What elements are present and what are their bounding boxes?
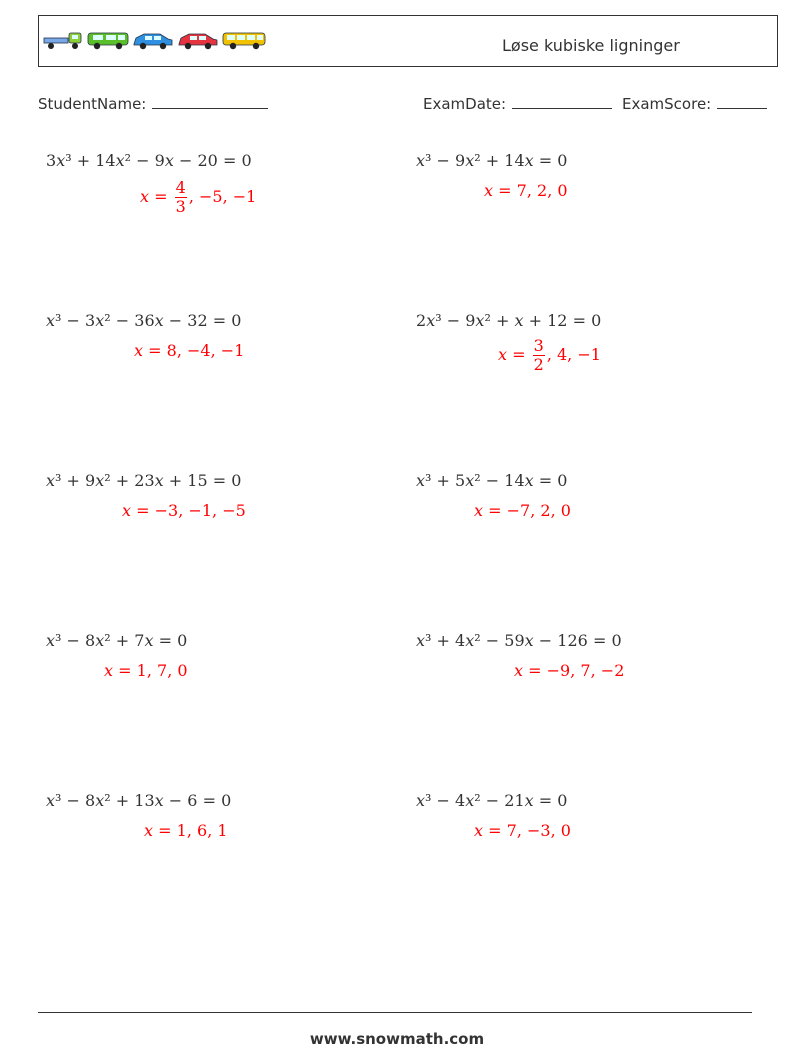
exam-date-field [423, 94, 612, 113]
exam-score-blank[interactable] [717, 94, 767, 109]
fraction-numerator: 4 [175, 178, 186, 197]
problem-5-equation: x³ + 9x² + 23x + 15 = 0 [46, 471, 242, 490]
problem-3-answer: x = 8, −4, −1 [134, 341, 245, 360]
fraction-denominator: 3 [175, 197, 186, 216]
exam-date-label: ExamDate: [423, 95, 507, 113]
fraction-numerator: 3 [533, 336, 544, 355]
problem-6-equation: x³ + 5x² − 14x = 0 [416, 471, 568, 490]
problem-4-answer [498, 338, 601, 373]
worksheet-title: Løse kubiske ligninger [502, 36, 680, 55]
problem-9-equation: x³ − 8x² + 13x − 6 = 0 [46, 791, 232, 810]
answer-prefix: x = [140, 187, 168, 206]
problem-4-equation: 2x³ − 9x² + x + 12 = 0 [416, 311, 602, 330]
footer-divider [38, 1012, 752, 1013]
answer-fraction [175, 180, 187, 215]
student-name-field [38, 94, 268, 113]
problem-10-equation: x³ − 4x² − 21x = 0 [416, 791, 568, 810]
student-name-label: StudentName: [38, 95, 147, 113]
problem-8-equation: x³ + 4x² − 59x − 126 = 0 [416, 631, 622, 650]
exam-date-blank[interactable] [512, 94, 612, 109]
answer-fraction [533, 338, 545, 373]
car-icon [134, 34, 172, 49]
problem-7-answer: x = 1, 7, 0 [104, 661, 188, 680]
minibus-icon [223, 33, 265, 49]
fraction-denominator: 2 [533, 355, 544, 374]
problem-1-answer [140, 180, 256, 215]
vehicles-logo [43, 30, 267, 52]
car-icon [179, 34, 217, 49]
van-icon [88, 33, 128, 49]
student-name-blank[interactable] [152, 94, 268, 109]
problem-5-answer: x = −3, −1, −5 [122, 501, 246, 520]
exam-score-label: ExamScore: [622, 95, 712, 113]
problem-3-equation: x³ − 3x² − 36x − 32 = 0 [46, 311, 242, 330]
problem-10-answer: x = 7, −3, 0 [474, 821, 571, 840]
problem-8-answer: x = −9, 7, −2 [514, 661, 625, 680]
exam-score-field [622, 94, 767, 113]
problem-6-answer: x = −7, 2, 0 [474, 501, 571, 520]
problem-2-equation: x³ − 9x² + 14x = 0 [416, 151, 568, 170]
answer-prefix: x = [498, 345, 526, 364]
answer-rest: , 4, −1 [546, 345, 601, 364]
problem-9-answer: x = 1, 6, 1 [144, 821, 228, 840]
answer-rest: , −5, −1 [188, 187, 257, 206]
problem-1-equation: 3x³ + 14x² − 9x − 20 = 0 [46, 151, 252, 170]
tow-truck-icon [44, 33, 81, 49]
footer-url[interactable]: www.snowmath.com [309, 1030, 485, 1048]
problem-2-answer: x = 7, 2, 0 [484, 181, 568, 200]
problem-7-equation: x³ − 8x² + 7x = 0 [46, 631, 188, 650]
worksheet-header [38, 15, 778, 67]
